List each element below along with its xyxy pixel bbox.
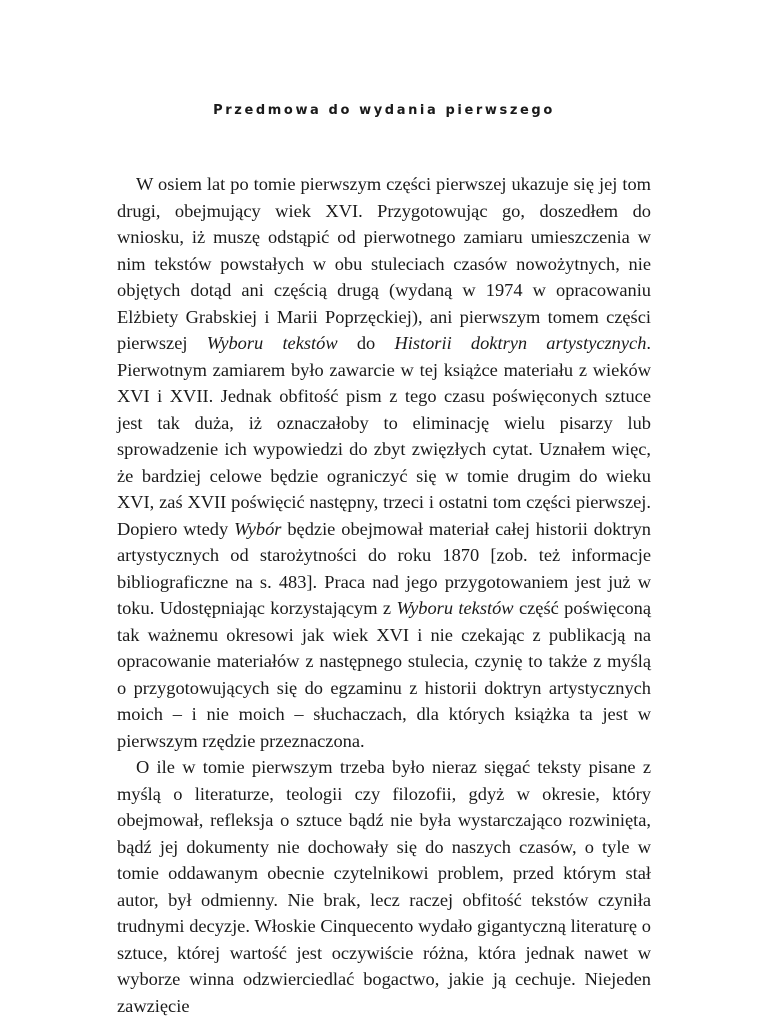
italic-run: Historii doktryn artystycznych (394, 333, 647, 353)
italic-run: Wyboru tekstów (396, 598, 514, 618)
text-run: . Pierwotnym zamiarem było zawarcie w tej książce materiału z wieków XVI i XVII. Jednak obfitość pism z tego czasu poświęconych sztuce jest tak duża, iż oznaczałoby to eliminację wielu pisarzy lub sprowadzenie ich wypowiedzi do zbyt zwięzłych cytat. Uznałem więc, że bardziej celowe będzie ograniczyć się w tomie drugim do wieku XVI, zaś XVII poświęcić następny, trzeci i ostatni tom części pierwszej. Dopiero wtedy (117, 333, 651, 539)
text-run: O ile w tomie pierwszym trzeba było nieraz sięgać teksty pisane z myślą o literaturze, teologii czy filozofii, gdyż w okresie, który obejmował, refleksja o sztuce bądź nie była wystarczająco rozwinięta, bądź jej dokumenty nie dochowały się do naszych czasów, o tyle w tomie oddawanym obecnie czytelnikowi problem, przed którym stał autor, był odmienny. Nie brak, lecz raczej obfitość tekstów czyniła trudnymi decyzje. Włoskie Cinquecento wydało gigantyczną literaturę o sztuce, której wartość jest oczywiście różna, która jednak nawet w wyborze winna odzwierciedlać bogactwo, jakie ją cechuje. Niejeden zawzięcie (117, 757, 651, 1016)
text-run: W osiem lat po tomie pierwszym części pierwszej ukazuje się jej tom drugi, obejmujący wiek XVI. Przygotowując go, doszedłem do wniosku, iż muszę odstąpić od pierwotnego zamiaru umieszczenia w nim tekstów powstałych w obu stuleciach czasów nowożytnych, nie objętych dotąd ani częścią drugą (wydaną w 1974 w opracowaniu Elżbiety Grabskiej i Marii Poprzęckiej), ani pierwszym tomem części pierwszej (117, 174, 651, 353)
italic-run: Wybór (234, 518, 282, 539)
text-run: do (337, 333, 395, 353)
italic-run: Wyboru tekstów (206, 333, 338, 353)
paragraph-1 (117, 171, 651, 754)
text-run: będzie obejmował materiał całej historii doktryn artystycznych od starożytności do roku 1870 [zob. też informacje bibliograficzne na s. 483]. Praca nad jego przygotowaniem jest już w toku. Udostępniając korzystającym z (117, 518, 651, 618)
paragraph-2 (117, 754, 651, 1019)
body-text (117, 171, 651, 1019)
text-run: część poświęconą tak ważnemu okresowi jak wiek XVI i nie czekając z publikacją na opracowanie materiałów z następnego stulecia, czynię to także z myślą o przygotowujących się do egzaminu z historii doktryn artystycznych moich – i nie moich – słuchaczach, dla których książka ta jest w pierwszym rzędzie przeznaczona. (117, 598, 651, 751)
chapter-heading: Przedmowa do wydania pierwszego (213, 103, 555, 118)
